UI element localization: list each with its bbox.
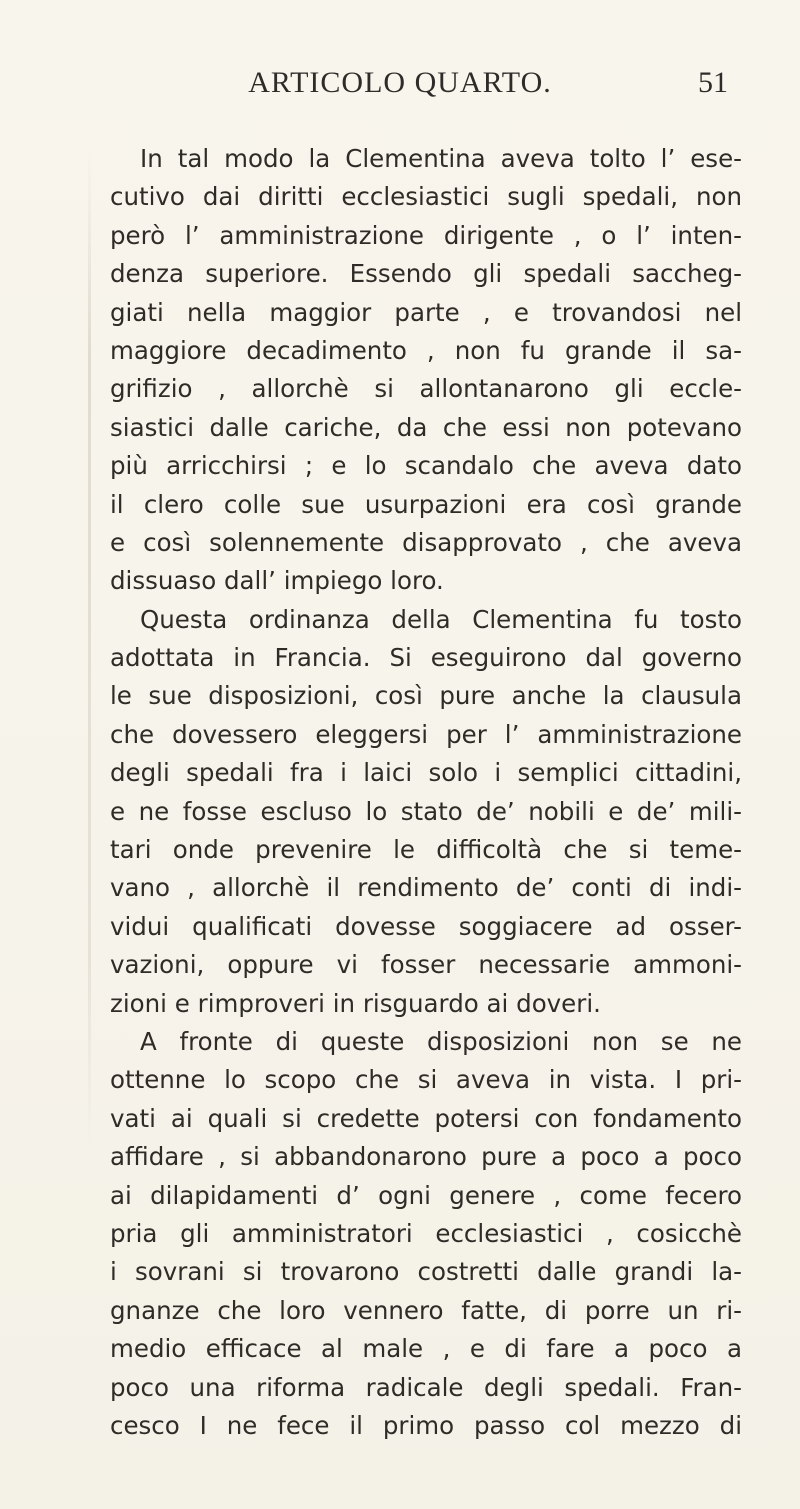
- text-line: più arricchirsi ; e lo scandalo che aveva dato: [110, 451, 742, 481]
- text-line: siastici dalle cariche, da che essi non potevano: [110, 412, 742, 442]
- text-line: Questa ordinanza della Clementina fu tosto: [140, 604, 742, 634]
- text-line: e ne fosse escluso lo stato de’ nobili e de’ mili-: [110, 796, 742, 826]
- text-line: ottenne lo scopo che si aveva in vista. I pri-: [110, 1065, 742, 1095]
- text-line: degli spedali fra i laici solo i semplici cittadini,: [110, 758, 742, 788]
- text-line: grifizio , allorchè si allontanarono gli eccle-: [110, 374, 742, 404]
- text-line: giati nella maggior parte , e trovandosi nel: [110, 297, 742, 327]
- text-line: A fronte di queste disposizioni non se ne: [140, 1026, 742, 1056]
- text-line: dissuaso dall’ impiego loro.: [110, 566, 444, 596]
- text-line: medio efficace al male , e di fare a poco a: [110, 1334, 742, 1364]
- text-line: poco una riforma radicale degli spedali. Fran-: [110, 1372, 742, 1402]
- text-line: vano , allorchè il rendimento de’ conti di indi-: [110, 873, 742, 903]
- text-line: tari onde prevenire le difficoltà che si teme-: [110, 835, 742, 865]
- text-line: però l’ amministrazione dirigente , o l’ inten-: [110, 220, 742, 250]
- page-number: 51: [698, 66, 728, 99]
- running-title: ARTICOLO QUARTO.: [248, 66, 552, 99]
- text-line: che dovessero eleggersi per l’ amministrazione: [110, 719, 742, 749]
- text-line: gnanze che loro vennero fatte, di porre un ri-: [110, 1295, 742, 1325]
- page-header: [0, 66, 800, 106]
- text-line: denza superiore. Essendo gli spedali saccheg-: [110, 259, 742, 289]
- text-line: maggiore decadimento , non fu grande il sa-: [110, 335, 742, 365]
- text-line: affidare , si abbandonarono pure a poco a poco: [110, 1142, 742, 1172]
- text-line: vidui qualificati dovesse soggiacere ad osser-: [110, 911, 742, 941]
- text-line: vati ai quali si credette potersi con fondamento: [110, 1103, 742, 1133]
- text-line: adottata in Francia. Si eseguirono dal governo: [110, 643, 742, 673]
- text-line: zioni e rimproveri in risguardo ai doveri.: [110, 988, 601, 1018]
- text-line: il clero colle sue usurpazioni era così grande: [110, 489, 742, 519]
- text-line: cutivo dai diritti ecclesiastici sugli spedali, non: [110, 182, 742, 212]
- text-line: vazioni, oppure vi fosser necessarie ammoni-: [110, 950, 742, 980]
- text-line: le sue disposizioni, così pure anche la clausula: [110, 681, 742, 711]
- text-line: ai dilapidamenti d’ ogni genere , come fecero: [110, 1180, 742, 1210]
- body-text: [110, 140, 742, 1445]
- text-line: cesco I ne fece il primo passo col mezzo di: [110, 1410, 742, 1440]
- binding-shadow: [88, 150, 91, 1150]
- text-line: e così solennemente disapprovato , che aveva: [110, 527, 742, 557]
- text-line: In tal modo la Clementina aveva tolto l’ ese-: [140, 144, 742, 173]
- text-line: i sovrani si trovarono costretti dalle grandi la-: [110, 1257, 742, 1287]
- text-line: pria gli amministratori ecclesiastici , cosicchè: [110, 1218, 742, 1248]
